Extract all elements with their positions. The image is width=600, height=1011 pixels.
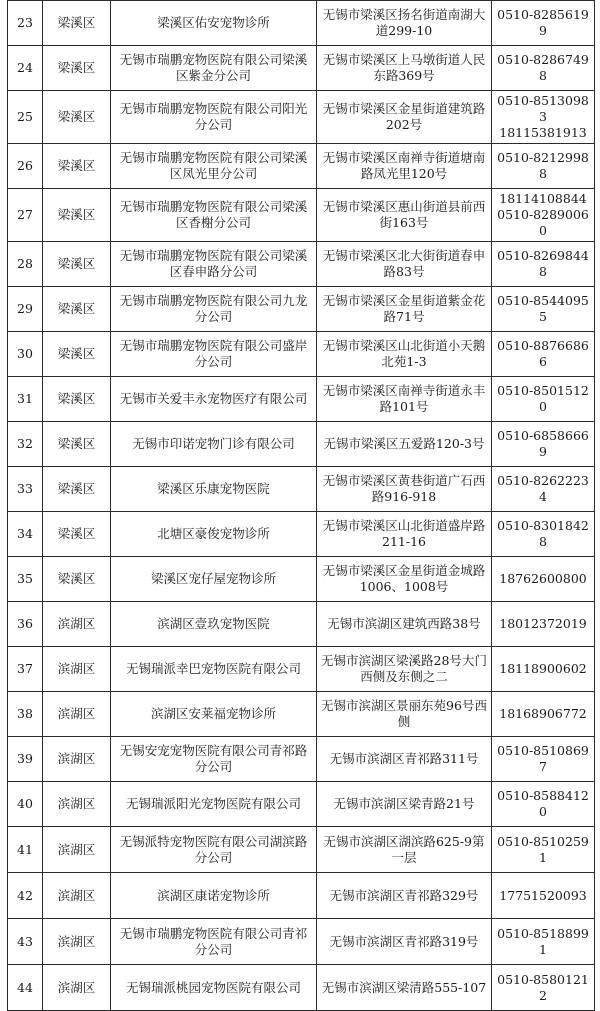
row-district: 滨湖区 (43, 737, 111, 782)
row-number: 27 (8, 189, 43, 242)
row-number: 42 (8, 873, 43, 919)
row-number: 35 (8, 557, 43, 602)
row-number: 28 (8, 242, 43, 287)
row-district: 梁溪区 (43, 1, 111, 46)
phone-number: 0510-85440955 (497, 293, 589, 324)
row-clinic-name: 无锡瑞派阳光宠物医院有限公司 (111, 782, 317, 827)
row-district: 滨湖区 (43, 873, 111, 919)
row-clinic-name: 梁溪区佑安宠物诊所 (111, 1, 317, 46)
table-row (8, 144, 595, 189)
table-row (8, 422, 595, 467)
row-phone (492, 602, 595, 647)
table-row (8, 782, 595, 827)
row-clinic-name: 无锡瑞派幸巴宠物医院有限公司 (111, 647, 317, 692)
table-row (8, 647, 595, 692)
row-clinic-name: 北塘区豪俊宠物诊所 (111, 512, 317, 557)
row-district: 滨湖区 (43, 647, 111, 692)
row-phone (492, 965, 595, 1011)
row-address: 无锡市滨湖区青祁路311号 (317, 737, 492, 782)
row-phone (492, 377, 595, 422)
table-row (8, 737, 595, 782)
row-phone (492, 467, 595, 512)
row-phone (492, 737, 595, 782)
row-address: 无锡市梁溪区南禅寺街道塘南路凤光里120号 (317, 144, 492, 189)
phone-number: 0510-85108697 (497, 743, 589, 774)
row-number: 32 (8, 422, 43, 467)
phone-number: 0510-88766866 (497, 338, 589, 369)
row-number: 23 (8, 1, 43, 46)
row-address: 无锡市滨湖区梁溪路28号大门西侧及东侧之二 (317, 647, 492, 692)
row-number: 34 (8, 512, 43, 557)
table-row (8, 919, 595, 965)
table-row (8, 873, 595, 919)
row-phone (492, 332, 595, 377)
row-phone (492, 827, 595, 873)
row-district: 梁溪区 (43, 144, 111, 189)
row-district: 梁溪区 (43, 332, 111, 377)
row-address: 无锡市滨湖区青祁路319号 (317, 919, 492, 965)
row-clinic-name: 无锡市瑞鹏宠物医院有限公司阳光分公司 (111, 91, 317, 144)
table-body (8, 1, 595, 1011)
pet-clinic-table (7, 0, 595, 1011)
row-phone (492, 46, 595, 91)
row-district: 梁溪区 (43, 189, 111, 242)
row-number: 31 (8, 377, 43, 422)
phone-number: 0510-82129988 (497, 150, 589, 181)
row-address: 无锡市滨湖区景丽东苑96号西侧 (317, 692, 492, 737)
table-row (8, 287, 595, 332)
row-number: 29 (8, 287, 43, 332)
row-clinic-name: 无锡安宠宠物医院有限公司青祁路分公司 (111, 737, 317, 782)
row-address: 无锡市梁溪区扬名街道南湖大道299-10 (317, 1, 492, 46)
row-number: 38 (8, 692, 43, 737)
row-district: 梁溪区 (43, 287, 111, 332)
row-district: 梁溪区 (43, 242, 111, 287)
phone-number: 0510-82856199 (497, 7, 589, 38)
row-clinic-name: 无锡市瑞鹏宠物医院有限公司梁溪区凤光里分公司 (111, 144, 317, 189)
row-clinic-name: 无锡市瑞鹏宠物医院有限公司梁溪区紫金分公司 (111, 46, 317, 91)
row-address: 无锡市梁溪区惠山街道县前西街163号 (317, 189, 492, 242)
table-row (8, 557, 595, 602)
phone-number: 18115381913 (499, 125, 587, 140)
row-district: 滨湖区 (43, 692, 111, 737)
row-clinic-name: 无锡市瑞鹏宠物医院有限公司青祁分公司 (111, 919, 317, 965)
table-row (8, 242, 595, 287)
row-clinic-name: 无锡市瑞鹏宠物医院有限公司梁溪区春申路分公司 (111, 242, 317, 287)
row-district: 滨湖区 (43, 965, 111, 1011)
row-address: 无锡市梁溪区山北街道盛岸路211-16 (317, 512, 492, 557)
table-row (8, 189, 595, 242)
row-address: 无锡市梁溪区金星街道金城路1006、1008号 (317, 557, 492, 602)
row-phone (492, 91, 595, 144)
row-district: 梁溪区 (43, 512, 111, 557)
phone-number: 0510-83018428 (497, 518, 589, 549)
row-phone (492, 422, 595, 467)
row-district: 梁溪区 (43, 91, 111, 144)
table-row (8, 1, 595, 46)
row-district: 梁溪区 (43, 467, 111, 512)
row-phone (492, 1, 595, 46)
row-number: 44 (8, 965, 43, 1011)
table-row (8, 602, 595, 647)
phone-number: 18114108844 (499, 191, 587, 206)
phone-number: 0510-85015120 (497, 383, 589, 414)
table-row (8, 332, 595, 377)
row-district: 滨湖区 (43, 782, 111, 827)
row-number: 40 (8, 782, 43, 827)
row-district: 滨湖区 (43, 919, 111, 965)
row-clinic-name: 无锡市瑞鹏宠物医院有限公司梁溪区香榭分公司 (111, 189, 317, 242)
table-row (8, 377, 595, 422)
row-clinic-name: 无锡市瑞鹏宠物医院有限公司盛岸分公司 (111, 332, 317, 377)
phone-number: 18762600800 (499, 571, 587, 586)
row-clinic-name: 梁溪区宠仔屋宠物诊所 (111, 557, 317, 602)
row-phone (492, 287, 595, 332)
row-clinic-name: 滨湖区安莱福宠物诊所 (111, 692, 317, 737)
row-number: 25 (8, 91, 43, 144)
phone-number: 0510-85130983 (497, 93, 589, 124)
table-row (8, 91, 595, 144)
phone-number: 18118900602 (499, 661, 587, 676)
phone-number: 0510-82890060 (497, 207, 589, 238)
row-phone (492, 692, 595, 737)
row-district: 梁溪区 (43, 46, 111, 91)
row-clinic-name: 滨湖区康诺宠物诊所 (111, 873, 317, 919)
row-address: 无锡市梁溪区金星街道紫金花路71号 (317, 287, 492, 332)
row-phone (492, 242, 595, 287)
table-row (8, 46, 595, 91)
row-clinic-name: 无锡市印诺宠物门诊有限公司 (111, 422, 317, 467)
pet-clinic-table-sheet (7, 0, 594, 1003)
table-row (8, 827, 595, 873)
row-phone (492, 647, 595, 692)
row-address: 无锡市滨湖区梁清路555-107 (317, 965, 492, 1011)
row-number: 37 (8, 647, 43, 692)
row-district: 梁溪区 (43, 422, 111, 467)
row-number: 36 (8, 602, 43, 647)
phone-number: 0510-82622234 (497, 473, 589, 504)
row-phone (492, 557, 595, 602)
row-address: 无锡市滨湖区梁青路21号 (317, 782, 492, 827)
row-number: 41 (8, 827, 43, 873)
row-address: 无锡市梁溪区金星街道建筑路202号 (317, 91, 492, 144)
phone-number: 17751520093 (499, 887, 587, 903)
table-row (8, 467, 595, 512)
row-number: 43 (8, 919, 43, 965)
row-phone (492, 873, 595, 919)
row-clinic-name: 无锡瑞派桃园宠物医院有限公司 (111, 965, 317, 1011)
row-address: 无锡市滨湖区青祁路329号 (317, 873, 492, 919)
phone-number: 0510-82867498 (497, 52, 589, 83)
row-phone (492, 189, 595, 242)
row-clinic-name: 无锡市瑞鹏宠物医院有限公司九龙分公司 (111, 287, 317, 332)
row-number: 24 (8, 46, 43, 91)
row-address: 无锡市梁溪区北大街街道春申路83号 (317, 242, 492, 287)
row-address: 无锡市滨湖区建筑西路38号 (317, 602, 492, 647)
row-district: 滨湖区 (43, 827, 111, 873)
phone-number: 0510-82698448 (497, 248, 589, 279)
phone-number: 18168906772 (499, 706, 587, 721)
phone-number: 0510-85884120 (497, 788, 589, 819)
row-phone (492, 144, 595, 189)
row-number: 30 (8, 332, 43, 377)
phone-number: 18012372019 (499, 616, 587, 631)
phone-number: 0510-85188991 (497, 925, 589, 957)
row-phone (492, 512, 595, 557)
row-address: 无锡市滨湖区湖滨路625-9第一层 (317, 827, 492, 873)
phone-number: 0510-85801212 (497, 971, 589, 1003)
row-phone (492, 782, 595, 827)
row-clinic-name: 滨湖区壹玖宠物医院 (111, 602, 317, 647)
row-address: 无锡市梁溪区五爱路120-3号 (317, 422, 492, 467)
row-district: 滨湖区 (43, 602, 111, 647)
row-clinic-name: 无锡派特宠物医院有限公司湖滨路分公司 (111, 827, 317, 873)
row-address: 无锡市梁溪区南禅寺街道永丰路101号 (317, 377, 492, 422)
row-address: 无锡市梁溪区山北街道小天鹅北苑1-3 (317, 332, 492, 377)
row-address: 无锡市梁溪区黄巷街道广石西路916-918 (317, 467, 492, 512)
row-number: 33 (8, 467, 43, 512)
row-phone (492, 919, 595, 965)
row-clinic-name: 梁溪区乐康宠物医院 (111, 467, 317, 512)
row-number: 26 (8, 144, 43, 189)
table-row (8, 692, 595, 737)
row-clinic-name: 无锡市关爱丰永宠物医疗有限公司 (111, 377, 317, 422)
row-district: 梁溪区 (43, 557, 111, 602)
table-row (8, 965, 595, 1011)
phone-number: 0510-85102591 (497, 833, 589, 865)
row-number: 39 (8, 737, 43, 782)
phone-number: 0510-68586669 (497, 428, 589, 459)
row-district: 梁溪区 (43, 377, 111, 422)
row-address: 无锡市梁溪区上马墩街道人民东路369号 (317, 46, 492, 91)
table-row (8, 512, 595, 557)
